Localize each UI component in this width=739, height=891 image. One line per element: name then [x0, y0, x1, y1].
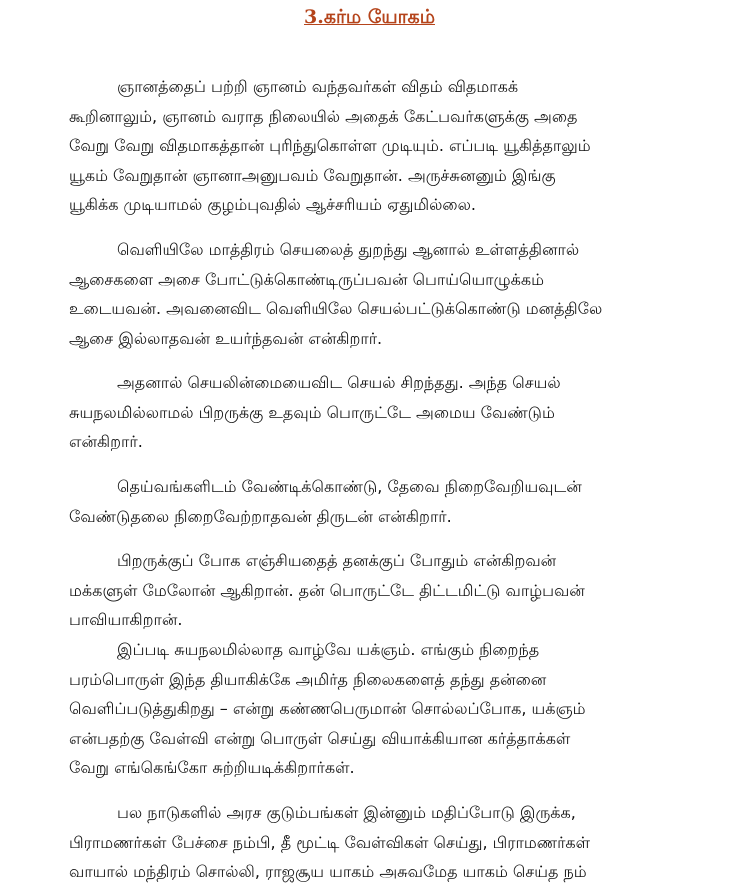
page-title: 3.கர்ம யோகம்: [304, 6, 435, 28]
text-line: ஆசை இல்லாதவன் உயர்ந்தவன் என்கிறார்.: [69, 328, 383, 348]
text-line: பிராமணர்கள் பேச்சை நம்பி, தீ மூட்டி வேள்விகள் செய்து, பிராமணர்கள்: [69, 832, 591, 852]
text-line: பாவியாகிறான்.: [69, 610, 183, 630]
paragraph-2: [69, 235, 709, 353]
paragraph-5: [69, 546, 709, 635]
text-line: வெளிப்படுத்துகிறது – என்று கண்ணபெருமான் சொல்லப்போக, யக்ஞம்: [69, 699, 586, 719]
text-line: ஞானத்தைப் பற்றி ஞானம் வந்தவர்கள் விதம் விதமாகக்: [117, 77, 519, 96]
text-line: பல நாடுகளில் அரச குடும்பங்கள் இன்னும் மதிப்போடு இருக்க,: [117, 803, 576, 822]
text-line: சுயநலமில்லாமல் பிறருக்கு உதவும் பொருட்டே அமைய வேண்டும்: [69, 402, 555, 422]
text-line: யூகம் வேறுதான் ஞானாஅனுபவம் வேறுதான். அருச்சுனனும் இங்கு: [69, 165, 556, 185]
text-line: இப்படி சுயநலமில்லாத வாழ்வே யக்ஞம். எங்கும் நிறைந்த: [117, 640, 540, 659]
text-line: அதனால் செயலின்மையைவிட செயல் சிறந்தது. அந்த செயல்: [117, 373, 561, 392]
text-line: வெளியிலே மாத்திரம் செயலைத் துறந்து ஆனால் உள்ளத்தினால்: [117, 240, 580, 259]
paragraph-7: [69, 798, 709, 887]
text-line: என்கிறார்.: [69, 432, 143, 452]
paragraph-6: [69, 635, 709, 783]
text-line: பிறருக்குப் போக எஞ்சியதைத் தனக்குப் போதும் என்கிறவன்: [117, 551, 557, 570]
text-line: யூகிக்க முடியாமல் குழம்புவதில் ஆச்சரியம் ஏதுமில்லை.: [69, 195, 476, 215]
text-line: வாயால் மந்திரம் சொல்லி, ராஜசூய யாகம் அசுவமேத யாகம் செய்த நம்: [69, 862, 587, 882]
text-line: வேறு எங்கெங்கோ சுற்றியடிக்கிறார்கள்.: [69, 758, 355, 778]
text-line: என்பதற்கு வேள்வி என்று பொருள் செய்து வியாக்கியான கர்த்தாக்கள்: [69, 728, 571, 748]
text-line: வேண்டுதலை நிறைவேற்றாதவன் திருடன் என்கிறார்.: [69, 506, 452, 526]
text-line: பரம்பொருள் இந்த தியாகிக்கே அமிர்த நிலைகளைத் தந்து தன்னை: [69, 669, 547, 689]
text-line: கூறினாலும், ஞானம் வராத நிலையில் அதைக் கேட்பவர்களுக்கு அதை: [69, 106, 578, 126]
text-line: மக்களுள் மேலோன் ஆகிறான். தன் பொருட்டே திட்டமிட்டு வாழ்பவன்: [69, 580, 585, 600]
text-line: தெய்வங்களிடம் வேண்டிக்கொண்டு, தேவை நிறைவேறியவுடன்: [117, 477, 582, 496]
text-line: உடையவன். அவனைவிட வெளியிலே செயல்பட்டுக்கொண்டு மனத்திலே: [69, 299, 603, 319]
text-line: ஆசைகளை அசை போட்டுக்கொண்டிருப்பவன் பொய்யொழுக்கம்: [69, 269, 544, 289]
paragraph-3: [69, 368, 709, 457]
text-line: வேறு வேறு விதமாகத்தான் புரிந்துகொள்ள முடியும். எப்படி யூகித்தாலும்: [69, 136, 591, 156]
paragraph-1: [69, 72, 709, 220]
paragraph-4: [69, 472, 709, 531]
